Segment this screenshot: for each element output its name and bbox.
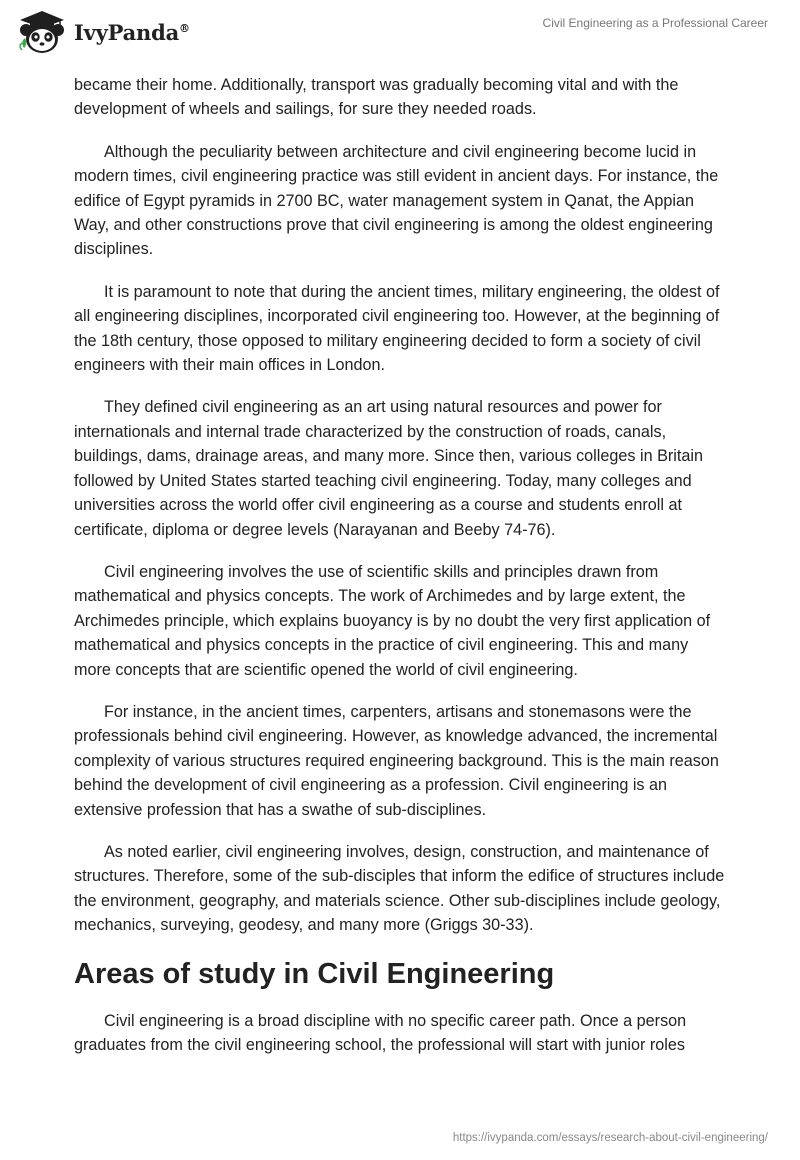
paragraph: They defined civil engineering as an art using natural resources and power for internationals and internal trade characterized by the construction of roads, canals, buildings, dams, drainage areas, and many more. Since then, various colleges in Britain followed by United States started teaching civil engineering. Today, many colleges and universities across the world offer civil engineering as a course and students enroll at certificate, diploma or degree levels (Narayanan and Beeby 74-76). [74,398,703,539]
panda-graduate-icon [16,8,68,56]
ivypanda-logo[interactable] [16,8,190,56]
paragraph: For instance, in the ancient times, carpenters, artisans and stonemasons were the professionals behind civil engineering. However, as knowledge advanced, the incremental complexity of various structures required engineering background. This is the main reason behind the development of civil engineering as a profession. Civil engineering is an extensive profession that has a swathe of sub-disciplines. [74,702,719,819]
paragraph: Although the peculiarity between architecture and civil engineering become lucid in modern times, civil engineering practice was still evident in ancient days. For instance, the edifice of Egypt pyramids in 2700 BC, water management system in Qanat, the Appian Way, and other constructions prove that civil engineering is among the oldest engineering disciplines. [74,142,719,259]
document-title: Civil Engineering as a Professional Career [542,16,768,30]
brand-name: IvyPanda® [74,19,190,45]
paragraph: It is paramount to note that during the ancient times, military engineering, the oldest of all engineering disciplines, incorporated civil engineering too. However, at the beginning of the 18th century, those opposed to military engineering decided to form a society of civil engineers with their main offices in London. [74,282,720,375]
page-header [0,0,800,70]
paragraph: Civil engineering is a broad discipline with no specific career path. Once a person graduates from the civil engineering school, the professional will start with junior roles [74,1011,687,1054]
essay-body [74,73,726,1075]
registered-mark: ® [179,21,190,35]
paragraph: As noted earlier, civil engineering involves, design, construction, and maintenance of structures. Therefore, some of the sub-disciples that inform the edifice of structures include the environment, geography, and materials science. Other sub-disciplines include geology, mechanics, surveying, geodesy, and many more (Griggs 30-33). [74,842,725,935]
source-url[interactable]: https://ivypanda.com/essays/research-about-civil-engineering/ [452,1132,768,1144]
section-heading: Areas of study in Civil Engineering [74,957,555,990]
paragraph: became their home. Additionally, transport was gradually becoming vital and with the development of wheels and sailings, for sure they needed roads. [74,76,679,119]
paragraph: Civil engineering involves the use of scientific skills and principles drawn from mathematical and physics concepts. The work of Archimedes and by large extent, the Archimedes principle, which explains buoyancy is by no doubt the very first application of mathematical and physics concepts in the practice of civil engineering. This and many more concepts that are scientific opened the world of civil engineering. [74,562,711,679]
